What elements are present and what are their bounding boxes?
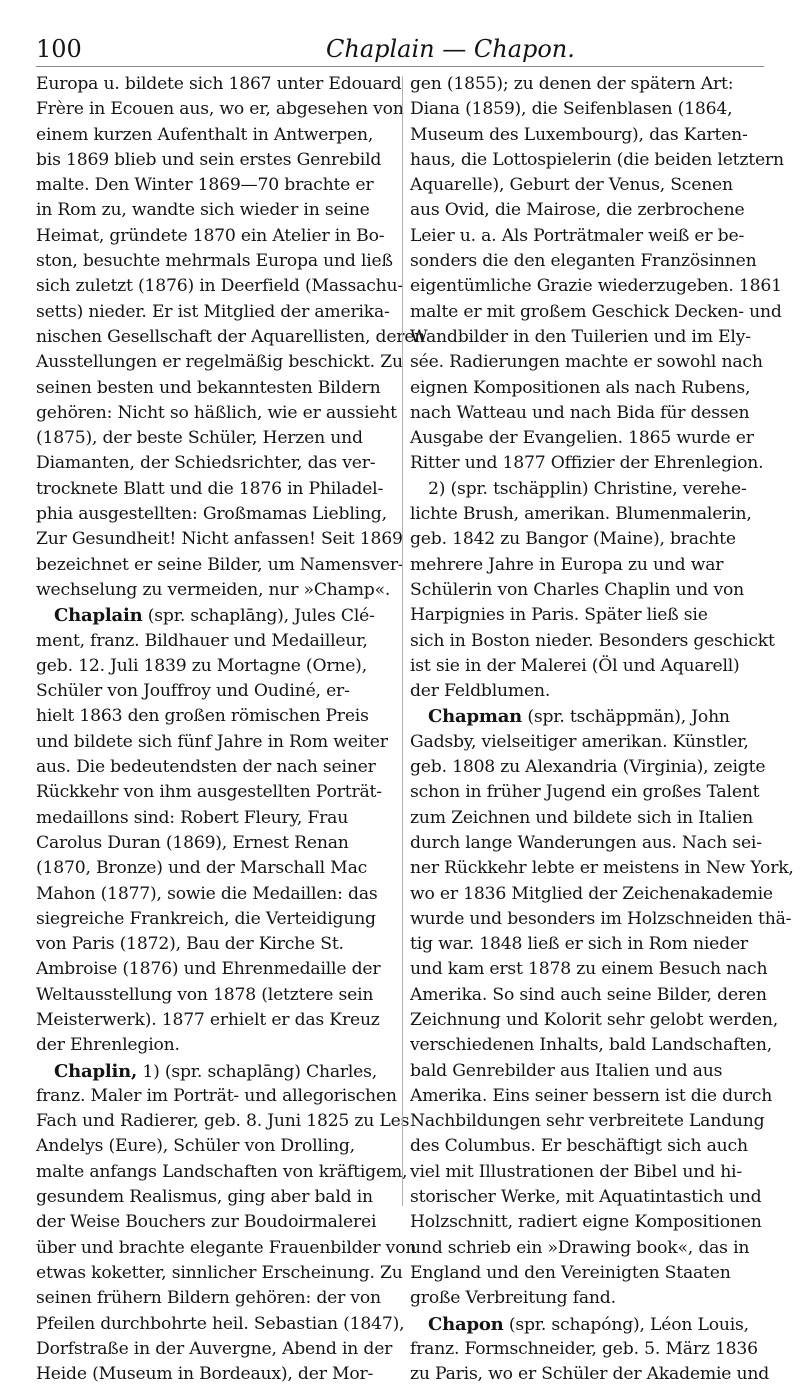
text-line bbox=[36, 806, 404, 831]
text-line bbox=[410, 1059, 778, 1084]
line-text: malte. Den Winter 1869—70 brachte er bbox=[36, 175, 374, 196]
line-text: Wandbilder in den Tuilerien und im Ely- bbox=[410, 326, 751, 347]
text-line bbox=[410, 1362, 778, 1387]
line-text: sich in Boston nieder. Besonders geschickt bbox=[410, 630, 775, 651]
line-text: bezeichnet er seine Bilder, um Namensver- bbox=[36, 554, 404, 575]
text-line bbox=[410, 97, 778, 122]
text-line bbox=[410, 780, 778, 805]
line-text: eignen Kompositionen als nach Rubens, bbox=[410, 377, 751, 398]
text-line bbox=[410, 907, 792, 932]
text-line bbox=[410, 1210, 778, 1235]
line-text: Ambroise (1876) und Ehrenmedaille der bbox=[36, 959, 381, 980]
line-text: wechselung zu vermeiden, nur »Champ«. bbox=[36, 579, 391, 600]
text-line bbox=[410, 224, 778, 249]
text-line bbox=[410, 1261, 778, 1286]
text-line bbox=[410, 1134, 778, 1159]
line-text: ment, franz. Bildhauer und Medailleur, bbox=[36, 630, 368, 651]
line-text: medaillons sind: Robert Fleury, Frau bbox=[36, 807, 349, 828]
text-line bbox=[36, 755, 404, 780]
line-text: verschiedenen Inhalts, bald Landschaften, bbox=[410, 1035, 773, 1056]
line-text: und kam erst 1878 zu einem Besuch nach bbox=[410, 959, 768, 980]
text-line bbox=[36, 97, 404, 122]
line-text: England und den Vereinigten Staaten bbox=[410, 1262, 731, 1283]
text-line bbox=[410, 629, 778, 654]
line-text: in Rom zu, wandte sich wieder in seine bbox=[36, 200, 370, 221]
text-line bbox=[410, 983, 778, 1008]
line-text: sée. Radierungen machte er sowohl nach bbox=[410, 352, 763, 373]
line-text: Diana (1859), die Seifenblasen (1864, bbox=[410, 99, 733, 120]
line-text: ist sie in der Malerei (Öl und Aquarell) bbox=[410, 655, 740, 676]
line-text: Zeichnung und Kolorit sehr gelobt werden, bbox=[410, 1009, 778, 1030]
text-line bbox=[410, 603, 778, 628]
text-line bbox=[36, 1160, 408, 1185]
line-text: Schüler von Jouffroy und Oudiné, er- bbox=[36, 681, 350, 702]
line-text: große Verbreitung fand. bbox=[410, 1288, 616, 1309]
text-line bbox=[36, 730, 404, 755]
text-line bbox=[36, 629, 404, 654]
text-line bbox=[36, 1185, 404, 1210]
text-line bbox=[36, 1059, 404, 1084]
text-line bbox=[36, 704, 404, 729]
line-text: Fach und Radierer, geb. 8. Juni 1825 zu Les bbox=[36, 1111, 410, 1132]
text-line bbox=[410, 148, 784, 173]
entry-headword: Chaplain bbox=[54, 605, 143, 627]
page-header bbox=[36, 30, 764, 70]
line-text: Carolus Duran (1869), Ernest Renan bbox=[36, 832, 349, 853]
text-line bbox=[36, 502, 404, 527]
line-text: gehören: Nicht so häßlich, wie er aussieht bbox=[36, 402, 397, 423]
line-text: schon in früher Jugend ein großes Talent bbox=[410, 782, 760, 803]
text-line bbox=[410, 730, 778, 755]
text-line bbox=[410, 806, 778, 831]
line-text: durch lange Wanderungen aus. Nach sei- bbox=[410, 832, 762, 853]
line-text: Ritter und 1877 Offizier der Ehrenlegion. bbox=[410, 453, 764, 474]
line-text: Meisterwerk). 1877 erhielt er das Kreuz bbox=[36, 1009, 380, 1030]
text-line bbox=[36, 401, 404, 426]
text-line bbox=[410, 350, 778, 375]
text-line bbox=[36, 224, 404, 249]
line-text: ner Rückkehr lebte er meistens in New York, bbox=[410, 858, 794, 879]
text-line bbox=[36, 882, 404, 907]
text-line bbox=[36, 856, 404, 881]
text-line bbox=[36, 300, 404, 325]
text-line bbox=[36, 376, 404, 401]
line-text: Mahon (1877), sowie die Medaillen: das bbox=[36, 883, 378, 904]
text-line bbox=[36, 831, 404, 856]
text-line bbox=[410, 1160, 778, 1185]
line-text: storischer Werke, mit Aquatintastich und bbox=[410, 1187, 762, 1208]
text-line bbox=[410, 679, 778, 704]
text-line bbox=[36, 325, 426, 350]
text-line bbox=[36, 274, 404, 299]
text-line bbox=[410, 553, 778, 578]
line-text: aus Ovid, die Mairose, die zerbrochene bbox=[410, 200, 745, 221]
line-text: Frère in Ecouen aus, wo er, abgesehen von bbox=[36, 99, 404, 120]
line-text: Pfeilen durchbohrte heil. Sebastian (1847), bbox=[36, 1313, 405, 1334]
entry-headword: Chapon bbox=[428, 1313, 504, 1335]
line-text: tig war. 1848 ließ er sich in Rom nieder bbox=[410, 934, 748, 955]
line-text: etwas koketter, sinnlicher Erscheinung. Zu bbox=[36, 1262, 403, 1283]
text-line bbox=[410, 1109, 778, 1134]
line-text: Dorfstraße in der Auvergne, Abend in der bbox=[36, 1338, 393, 1359]
line-text: hielt 1863 den großen römischen Preis bbox=[36, 706, 369, 727]
line-text: Harpignies in Paris. Später ließ sie bbox=[410, 605, 708, 626]
line-text: Diamanten, der Schiedsrichter, das ver- bbox=[36, 453, 376, 474]
text-line bbox=[36, 907, 404, 932]
line-text: gen (1855); zu denen der spätern Art: bbox=[410, 74, 734, 94]
line-text: siegreiche Frankreich, die Verteidigung bbox=[36, 908, 376, 929]
line-text: eigentümliche Grazie wiederzugeben. 1861 bbox=[410, 276, 782, 297]
text-line bbox=[36, 983, 404, 1008]
text-line bbox=[410, 1084, 778, 1109]
line-text: Zur Gesundheit! Nicht anfassen! Seit 1869 bbox=[36, 529, 403, 550]
line-text: trocknete Blatt und die 1876 in Philadel- bbox=[36, 478, 384, 499]
text-line bbox=[410, 1008, 778, 1033]
text-line bbox=[410, 856, 794, 881]
text-line bbox=[410, 755, 778, 780]
line-text: geb. 1808 zu Alexandria (Virginia), zeigte bbox=[410, 757, 766, 778]
line-text: mehrere Jahre in Europa zu und war bbox=[410, 554, 724, 575]
running-head: Chaplain — Chapon. bbox=[326, 35, 575, 63]
line-text: nach Watteau und nach Bida für dessen bbox=[410, 402, 750, 423]
line-text: (1870, Bronze) und der Marschall Mac bbox=[36, 858, 368, 879]
line-text: wo er 1836 Mitglied der Zeichenakademie bbox=[410, 883, 773, 904]
line-text: Schülerin von Charles Chaplin und von bbox=[410, 579, 745, 600]
line-text: sich zuletzt (1876) in Deerfield (Massachu- bbox=[36, 276, 403, 297]
text-line bbox=[36, 654, 404, 679]
line-text: franz. Maler im Porträt- und allegorischen bbox=[36, 1085, 397, 1106]
text-line bbox=[410, 1033, 778, 1058]
entry-headword: Chapman bbox=[428, 706, 523, 728]
text-line bbox=[36, 1261, 404, 1286]
text-line bbox=[410, 300, 782, 325]
text-line bbox=[410, 249, 778, 274]
text-line bbox=[36, 679, 404, 704]
line-text: von Paris (1872), Bau der Kirche St. bbox=[36, 934, 344, 955]
text-line bbox=[410, 477, 778, 502]
line-text: seinen frühern Bildern gehören: der von bbox=[36, 1288, 381, 1309]
text-line bbox=[36, 249, 404, 274]
header-rule bbox=[36, 66, 764, 67]
text-line bbox=[36, 957, 404, 982]
line-text: (spr. schaplāng), Jules Clé- bbox=[142, 606, 375, 627]
line-text: haus, die Lottospielerin (die beiden letztern bbox=[410, 149, 784, 170]
text-line bbox=[36, 72, 404, 97]
line-text: Rückkehr von ihm ausgestellten Porträt- bbox=[36, 782, 382, 803]
text-line bbox=[410, 325, 778, 350]
text-line bbox=[410, 72, 778, 97]
text-line bbox=[36, 451, 404, 476]
line-text: Leier u. a. Als Porträtmaler weiß er be- bbox=[410, 225, 745, 246]
text-line bbox=[410, 173, 778, 198]
line-text: aus. Die bedeutendsten der nach seiner bbox=[36, 757, 376, 778]
line-text: Museum des Luxembourg), das Karten- bbox=[410, 124, 748, 145]
text-line bbox=[410, 401, 778, 426]
line-text: Aquarelle), Geburt der Venus, Scenen bbox=[410, 175, 733, 196]
page-number: 100 bbox=[36, 35, 82, 63]
text-line bbox=[410, 831, 778, 856]
text-line bbox=[36, 1109, 410, 1134]
line-text: zum Zeichnen und bildete sich in Italien bbox=[410, 807, 753, 828]
text-line bbox=[36, 123, 404, 148]
line-text: Heide (Museum in Bordeaux), der Mor- bbox=[36, 1364, 374, 1385]
line-text: viel mit Illustrationen der Bibel und hi- bbox=[410, 1161, 742, 1182]
line-text: malte anfangs Landschaften von kräftigem, bbox=[36, 1161, 408, 1182]
text-line bbox=[410, 198, 778, 223]
line-text: Weltausstellung von 1878 (letztere sein bbox=[36, 984, 374, 1005]
line-text: Ausgabe der Evangelien. 1865 wurde er bbox=[410, 428, 754, 449]
line-text: Nachbildungen sehr verbreitete Landung bbox=[410, 1111, 765, 1132]
text-line bbox=[36, 148, 404, 173]
line-text: Europa u. bildete sich 1867 unter Edouard bbox=[36, 74, 402, 94]
text-line bbox=[36, 173, 404, 198]
line-text: und bildete sich fünf Jahre in Rom weiter bbox=[36, 731, 388, 752]
text-line bbox=[410, 376, 778, 401]
line-text: geb. 12. Juli 1839 zu Mortagne (Orne), bbox=[36, 655, 367, 676]
text-line bbox=[410, 123, 778, 148]
line-text: Amerika. So sind auch seine Bilder, deren bbox=[410, 984, 767, 1005]
text-line bbox=[410, 451, 778, 476]
line-text: lichte Brush, amerikan. Blumenmalerin, bbox=[410, 504, 752, 525]
line-text: wurde und besonders im Holzschneiden thä- bbox=[410, 908, 792, 929]
line-text: (spr. tschäppmän), John bbox=[522, 707, 730, 728]
line-text: ston, besuchte mehrmals Europa und ließ bbox=[36, 251, 393, 272]
line-text: und schrieb ein »Drawing book«, das in bbox=[410, 1237, 750, 1258]
text-line bbox=[410, 426, 778, 451]
text-line bbox=[36, 780, 404, 805]
text-line bbox=[410, 578, 778, 603]
text-line bbox=[36, 553, 404, 578]
text-line bbox=[410, 932, 778, 957]
text-line bbox=[36, 932, 404, 957]
text-line bbox=[36, 1033, 404, 1058]
line-text: der Ehrenlegion. bbox=[36, 1035, 180, 1056]
line-text: bald Genrebilder aus Italien und aus bbox=[410, 1060, 723, 1081]
left-column bbox=[36, 72, 426, 1385]
text-line bbox=[36, 350, 404, 375]
line-text: malte er mit großem Geschick Decken- und bbox=[410, 301, 782, 322]
text-line bbox=[36, 1337, 404, 1362]
text-line bbox=[36, 1236, 417, 1261]
line-text: Andelys (Eure), Schüler von Drolling, bbox=[36, 1136, 355, 1157]
line-text: Ausstellungen er regelmäßig beschickt. Zu bbox=[36, 352, 403, 373]
line-text: phia ausgestellten: Großmamas Liebling, bbox=[36, 504, 387, 525]
line-text: des Columbus. Er beschäftigt sich auch bbox=[410, 1136, 748, 1157]
text-line bbox=[410, 1337, 778, 1362]
entry-headword: Chaplin, bbox=[54, 1060, 138, 1082]
line-text: nischen Gesellschaft der Aquarellisten, deren bbox=[36, 326, 426, 347]
line-text: Holzschnitt, radiert eigne Kompositionen bbox=[410, 1212, 762, 1233]
text-line bbox=[410, 1286, 778, 1311]
line-text: bis 1869 blieb und sein erstes Genrebild bbox=[36, 149, 382, 170]
line-text: einem kurzen Aufenthalt in Antwerpen, bbox=[36, 124, 374, 145]
line-text: sonders die den eleganten Französinnen bbox=[410, 251, 757, 272]
line-text: 2) (spr. tschäpplin) Christine, verehe- bbox=[428, 478, 747, 499]
text-line bbox=[36, 1286, 404, 1311]
text-line bbox=[410, 274, 782, 299]
line-text: Heimat, gründete 1870 ein Atelier in Bo- bbox=[36, 225, 385, 246]
right-column bbox=[410, 72, 794, 1385]
text-line bbox=[410, 527, 778, 552]
line-text: der Weise Bouchers zur Boudoirmalerei bbox=[36, 1212, 377, 1233]
line-text: franz. Formschneider, geb. 5. März 1836 bbox=[410, 1338, 758, 1359]
line-text: Amerika. Eins seiner bessern ist die durch bbox=[410, 1085, 773, 1106]
text-line bbox=[36, 426, 404, 451]
line-text: (spr. schapóng), Léon Louis, bbox=[503, 1314, 749, 1335]
text-line bbox=[36, 1084, 404, 1109]
line-text: Gadsby, vielseitiger amerikan. Künstler, bbox=[410, 731, 749, 752]
line-text: zu Paris, wo er Schüler der Akademie und bbox=[410, 1364, 770, 1385]
text-line bbox=[36, 477, 404, 502]
text-line bbox=[410, 502, 778, 527]
text-line bbox=[410, 1236, 778, 1261]
text-line bbox=[36, 1362, 404, 1387]
line-text: 1) (spr. schaplāng) Charles, bbox=[137, 1061, 378, 1082]
line-text: der Feldblumen. bbox=[410, 681, 551, 702]
column-divider bbox=[402, 76, 403, 1206]
text-line bbox=[36, 1312, 404, 1337]
line-text: geb. 1842 zu Bangor (Maine), brachte bbox=[410, 529, 736, 550]
text-line bbox=[410, 704, 778, 729]
text-line bbox=[36, 1008, 404, 1033]
line-text: gesundem Realismus, ging aber bald in bbox=[36, 1187, 373, 1208]
line-text: (1875), der beste Schüler, Herzen und bbox=[36, 428, 363, 449]
text-line bbox=[36, 1134, 404, 1159]
text-line bbox=[36, 603, 404, 628]
line-text: setts) nieder. Er ist Mitglied der amerika- bbox=[36, 301, 390, 322]
text-line bbox=[410, 882, 778, 907]
line-text: über und brachte elegante Frauenbilder von bbox=[36, 1237, 417, 1258]
line-text: seinen besten und bekanntesten Bildern bbox=[36, 377, 381, 398]
text-line bbox=[36, 1210, 404, 1235]
text-line bbox=[36, 527, 404, 552]
text-line bbox=[410, 1312, 778, 1337]
text-line bbox=[410, 654, 778, 679]
text-line bbox=[410, 957, 778, 982]
text-line bbox=[410, 1185, 778, 1210]
text-line bbox=[36, 578, 404, 603]
text-line bbox=[36, 198, 404, 223]
